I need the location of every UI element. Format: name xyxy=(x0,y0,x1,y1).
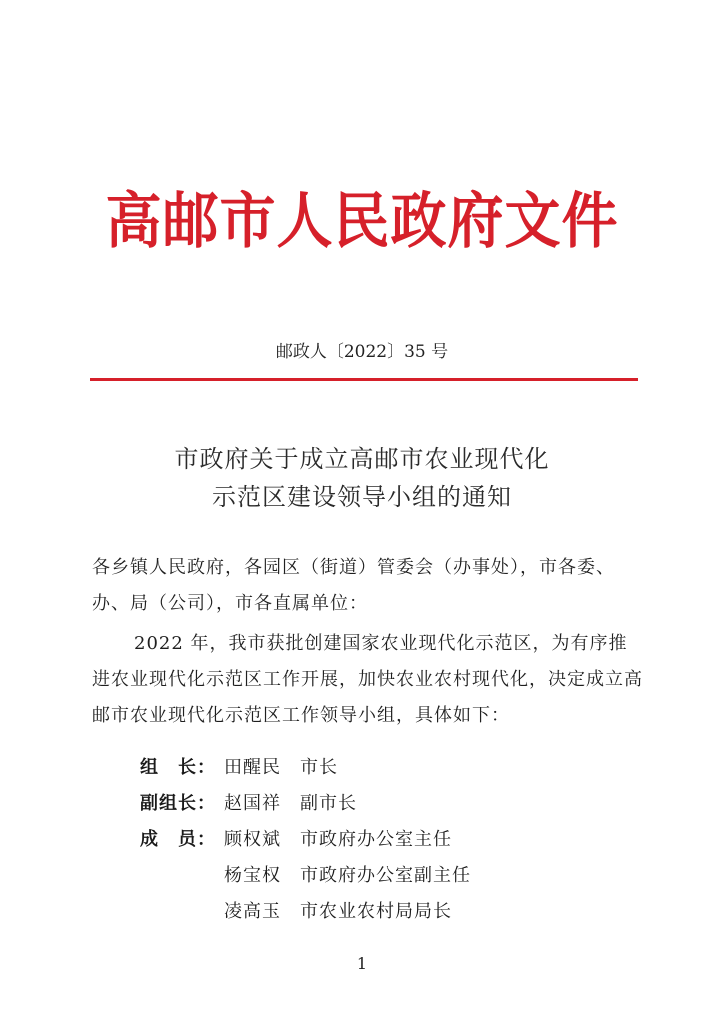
document-number: 邮政人〔2022〕35 号 xyxy=(275,342,449,362)
notice-title-line-2: 示范区建设领导小组的通知 xyxy=(212,483,512,511)
member-position: 市长 xyxy=(300,757,338,778)
page-number: 1 xyxy=(356,954,368,973)
member-role: 成 员： xyxy=(140,829,216,850)
masthead-title: 高邮市人民政府文件 xyxy=(105,186,619,257)
member-position: 市政府办公室副主任 xyxy=(300,865,471,886)
member-role: 副组长： xyxy=(140,793,216,814)
member-row xyxy=(0,786,724,822)
body-paragraph: 2022 年，我市获批创建国家农业现代化示范区，为有序推进农业现代化示范区工作开展，加快农业农村现代化，决定成立高邮市农业现代化示范区工作领导小组，具体如下： xyxy=(92,633,643,726)
member-row xyxy=(0,822,724,858)
member-role: 组 长： xyxy=(140,757,216,778)
member-name: 赵国祥 xyxy=(224,793,281,814)
red-divider-line xyxy=(90,378,638,381)
salutation: 各乡镇人民政府，各园区（街道）管委会（办事处），市各委、办、局（公司），市各直属单位： xyxy=(92,557,615,614)
member-position: 市政府办公室主任 xyxy=(300,829,452,850)
member-position: 副市长 xyxy=(300,793,357,814)
member-name: 凌高玉 xyxy=(224,901,281,922)
member-row xyxy=(0,894,724,930)
member-position: 市农业农村局局长 xyxy=(300,901,452,922)
notice-title-line-1: 市政府关于成立高邮市农业现代化 xyxy=(174,445,550,473)
member-row xyxy=(0,858,724,894)
notice-title xyxy=(0,440,724,516)
member-name: 田醒民 xyxy=(224,757,281,778)
member-name: 杨宝权 xyxy=(224,865,281,886)
member-name: 顾权斌 xyxy=(224,829,281,850)
member-row xyxy=(0,750,724,786)
